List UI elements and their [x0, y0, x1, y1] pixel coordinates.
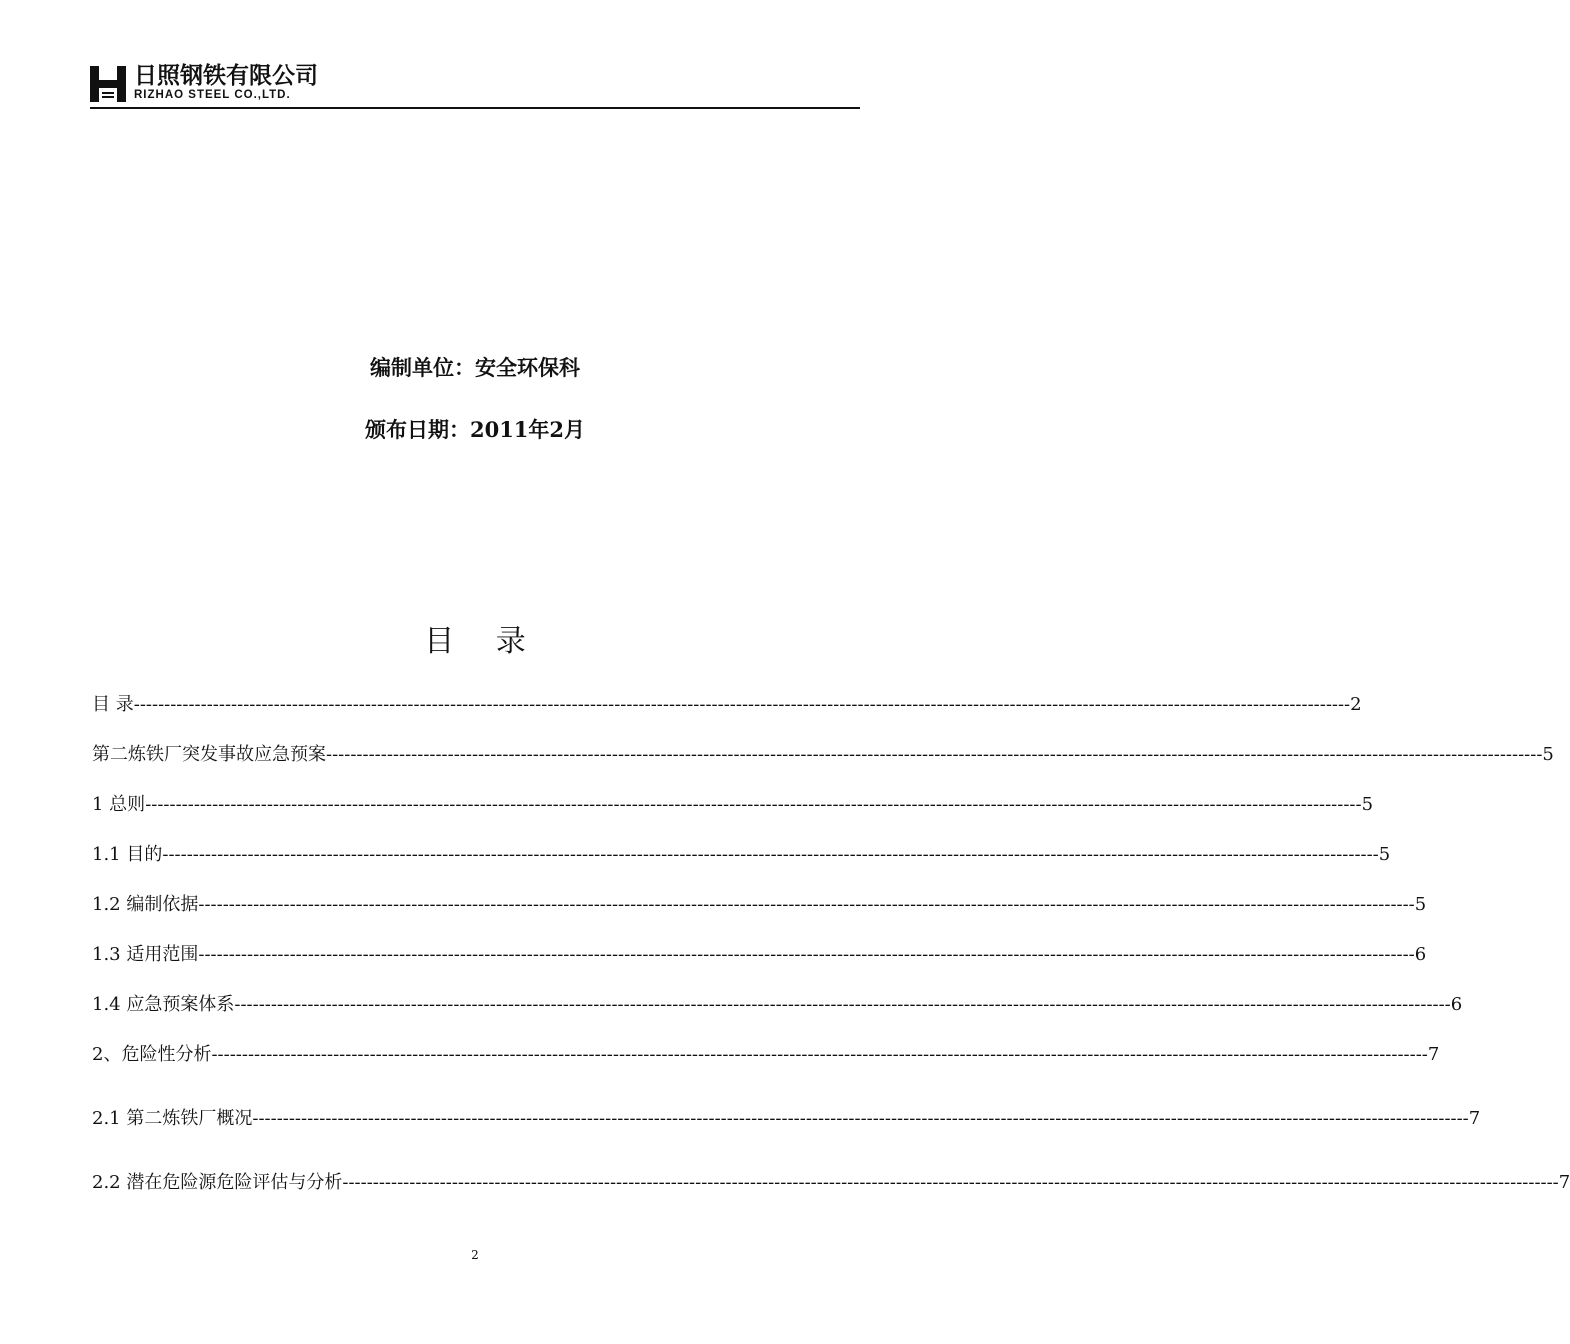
toc-entry-page: 2 [1350, 694, 1362, 715]
toc-entry[interactable] [92, 790, 1374, 816]
company-name [134, 64, 318, 102]
toc-entry-label: 1 总则 [92, 794, 146, 815]
toc-entry[interactable] [92, 890, 1427, 916]
company-name-cn: 日照钢铁有限公司 [134, 63, 318, 89]
toc-entry-label: 2、危险性分析 [92, 1044, 212, 1065]
toc-entry[interactable] [92, 940, 1427, 966]
toc-entry-page: 6 [1414, 944, 1427, 965]
company-name-en: RIZHAO STEEL CO.,LTD. [134, 89, 291, 101]
toc-entry-page: 5 [1378, 844, 1391, 865]
toc-entry-page: 7 [1468, 1108, 1481, 1129]
toc-entry[interactable] [92, 990, 1463, 1016]
toc-entry-label: 1.1 目的 [92, 844, 163, 865]
toc-entry-page: 7 [1427, 1044, 1440, 1065]
toc-leader: -------------------------------------------------------------------------------------------------------------------------------------------------------------------------------------------------------- [198, 944, 1415, 965]
toc-leader: -------------------------------------------------------------------------------------------------------------------------------------------------------------------------------------------------------- [162, 844, 1379, 865]
toc-entry-page: 5 [1361, 794, 1374, 815]
issue-date-line: 颁布日期：2011年2月 [364, 417, 586, 442]
toc-entry-page: 7 [1558, 1172, 1570, 1193]
toc-leader: -------------------------------------------------------------------------------------------------------------------------------------------------------------------------------------------------------- [252, 1108, 1469, 1129]
toc-leader: -------------------------------------------------------------------------------------------------------------------------------------------------------------------------------------------------------- [342, 1172, 1559, 1193]
toc-entry-label: 1.3 适用范围 [92, 944, 199, 965]
toc-leader: -------------------------------------------------------------------------------------------------------------------------------------------------------------------------------------------------------- [234, 994, 1451, 1015]
rizhao-steel-logo-icon [90, 66, 126, 102]
toc-entry-label: 2.2 潜在危险源危险评估与分析 [92, 1172, 343, 1193]
toc-entry-label: 1.2 编制依据 [92, 894, 199, 915]
toc-entry-label: 第二炼铁厂突发事故应急预案 [92, 744, 326, 765]
toc-entry-label: 2.1 第二炼铁厂概况 [92, 1108, 253, 1129]
toc-entry[interactable] [92, 1040, 1440, 1066]
compiler-line: 编制单位：安全环保科 [370, 355, 580, 380]
toc-leader: -------------------------------------------------------------------------------------------------------------------------------------------------------------------------------------------------------- [211, 1044, 1428, 1065]
toc-entry-label: 目 录 [92, 694, 134, 715]
toc-entry[interactable] [92, 840, 1391, 866]
toc-entry-page: 6 [1450, 994, 1463, 1015]
toc-entry[interactable] [92, 690, 1362, 716]
toc-leader: -------------------------------------------------------------------------------------------------------------------------------------------------------------------------------------------------------- [198, 894, 1415, 915]
toc-title: 目 录 [424, 624, 542, 659]
toc-entry[interactable] [92, 1168, 1570, 1194]
page-number: 2 [471, 1248, 479, 1262]
toc-leader: -------------------------------------------------------------------------------------------------------------------------------------------------------------------------------------------------------- [145, 794, 1362, 815]
toc-entry-page: 5 [1542, 744, 1554, 765]
header-rule [90, 107, 860, 109]
toc-entry-page: 5 [1414, 894, 1427, 915]
toc-entry[interactable] [92, 740, 1554, 766]
toc-leader: -------------------------------------------------------------------------------------------------------------------------------------------------------------------------------------------------------- [326, 744, 1543, 765]
toc-entry-label: 1.4 应急预案体系 [92, 994, 235, 1015]
toc-entry[interactable] [92, 1104, 1481, 1130]
page-header [90, 62, 860, 108]
toc-leader: -------------------------------------------------------------------------------------------------------------------------------------------------------------------------------------------------------- [133, 694, 1351, 715]
